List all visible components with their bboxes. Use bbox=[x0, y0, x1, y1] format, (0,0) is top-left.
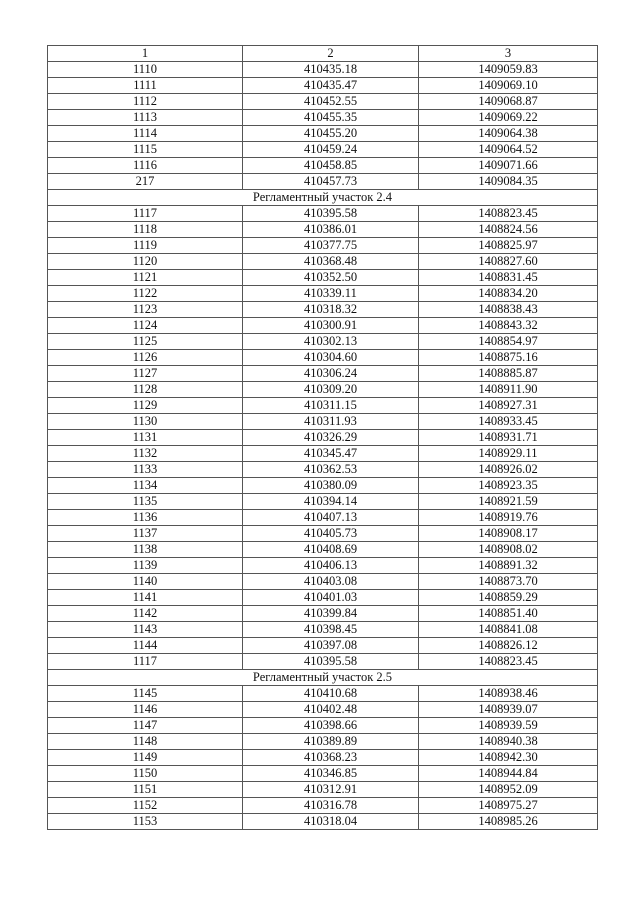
table-row bbox=[48, 574, 598, 590]
x-coordinate-cell: 410311.15 bbox=[243, 398, 419, 414]
x-coordinate-cell: 410380.09 bbox=[243, 478, 419, 494]
table-row bbox=[48, 814, 598, 830]
y-coordinate-cell: 1408825.97 bbox=[419, 238, 598, 254]
point-number-cell: 1153 bbox=[48, 814, 243, 830]
point-number-cell: 1114 bbox=[48, 126, 243, 142]
y-coordinate-cell: 1408827.60 bbox=[419, 254, 598, 270]
table-row bbox=[48, 78, 598, 94]
x-coordinate-cell: 410368.23 bbox=[243, 750, 419, 766]
x-coordinate-cell: 410377.75 bbox=[243, 238, 419, 254]
point-number-cell: 1145 bbox=[48, 686, 243, 702]
section-title: Регламентный участок 2.5 bbox=[48, 670, 598, 686]
point-number-cell: 1148 bbox=[48, 734, 243, 750]
y-coordinate-cell: 1408929.11 bbox=[419, 446, 598, 462]
point-number-cell: 1134 bbox=[48, 478, 243, 494]
x-coordinate-cell: 410395.58 bbox=[243, 206, 419, 222]
point-number-cell: 1152 bbox=[48, 798, 243, 814]
x-coordinate-cell: 410398.45 bbox=[243, 622, 419, 638]
table-row bbox=[48, 702, 598, 718]
point-number-cell: 1132 bbox=[48, 446, 243, 462]
point-number-cell: 1123 bbox=[48, 302, 243, 318]
point-number-cell: 1116 bbox=[48, 158, 243, 174]
y-coordinate-cell: 1408854.97 bbox=[419, 334, 598, 350]
point-number-cell: 1128 bbox=[48, 382, 243, 398]
table-row bbox=[48, 750, 598, 766]
table-row bbox=[48, 622, 598, 638]
y-coordinate-cell: 1408851.40 bbox=[419, 606, 598, 622]
x-coordinate-cell: 410405.73 bbox=[243, 526, 419, 542]
table-row bbox=[48, 766, 598, 782]
y-coordinate-cell: 1408939.07 bbox=[419, 702, 598, 718]
x-coordinate-cell: 410386.01 bbox=[243, 222, 419, 238]
x-coordinate-cell: 410435.47 bbox=[243, 78, 419, 94]
header-cell-3: 3 bbox=[419, 46, 598, 62]
table-row bbox=[48, 478, 598, 494]
point-number-cell: 1110 bbox=[48, 62, 243, 78]
y-coordinate-cell: 1408938.46 bbox=[419, 686, 598, 702]
table-row bbox=[48, 494, 598, 510]
x-coordinate-cell: 410435.18 bbox=[243, 62, 419, 78]
table-row bbox=[48, 62, 598, 78]
x-coordinate-cell: 410407.13 bbox=[243, 510, 419, 526]
x-coordinate-cell: 410304.60 bbox=[243, 350, 419, 366]
point-number-cell: 1151 bbox=[48, 782, 243, 798]
x-coordinate-cell: 410311.93 bbox=[243, 414, 419, 430]
table-row bbox=[48, 302, 598, 318]
y-coordinate-cell: 1408940.38 bbox=[419, 734, 598, 750]
point-number-cell: 1149 bbox=[48, 750, 243, 766]
point-number-cell: 1125 bbox=[48, 334, 243, 350]
x-coordinate-cell: 410410.68 bbox=[243, 686, 419, 702]
y-coordinate-cell: 1408841.08 bbox=[419, 622, 598, 638]
y-coordinate-cell: 1408824.56 bbox=[419, 222, 598, 238]
x-coordinate-cell: 410399.84 bbox=[243, 606, 419, 622]
y-coordinate-cell: 1408921.59 bbox=[419, 494, 598, 510]
point-number-cell: 1120 bbox=[48, 254, 243, 270]
y-coordinate-cell: 1408823.45 bbox=[419, 654, 598, 670]
point-number-cell: 1144 bbox=[48, 638, 243, 654]
y-coordinate-cell: 1408891.32 bbox=[419, 558, 598, 574]
point-number-cell: 1138 bbox=[48, 542, 243, 558]
table-row bbox=[48, 142, 598, 158]
x-coordinate-cell: 410368.48 bbox=[243, 254, 419, 270]
point-number-cell: 1126 bbox=[48, 350, 243, 366]
y-coordinate-cell: 1408885.87 bbox=[419, 366, 598, 382]
x-coordinate-cell: 410402.48 bbox=[243, 702, 419, 718]
y-coordinate-cell: 1408942.30 bbox=[419, 750, 598, 766]
point-number-cell: 217 bbox=[48, 174, 243, 190]
table-row bbox=[48, 318, 598, 334]
table-row bbox=[48, 606, 598, 622]
table-row bbox=[48, 430, 598, 446]
table-row bbox=[48, 558, 598, 574]
point-number-cell: 1142 bbox=[48, 606, 243, 622]
y-coordinate-cell: 1408831.45 bbox=[419, 270, 598, 286]
point-number-cell: 1136 bbox=[48, 510, 243, 526]
x-coordinate-cell: 410316.78 bbox=[243, 798, 419, 814]
x-coordinate-cell: 410395.58 bbox=[243, 654, 419, 670]
table-row bbox=[48, 366, 598, 382]
x-coordinate-cell: 410459.24 bbox=[243, 142, 419, 158]
table-row bbox=[48, 462, 598, 478]
point-number-cell: 1146 bbox=[48, 702, 243, 718]
y-coordinate-cell: 1408859.29 bbox=[419, 590, 598, 606]
point-number-cell: 1115 bbox=[48, 142, 243, 158]
table-row bbox=[48, 526, 598, 542]
table-row bbox=[48, 238, 598, 254]
x-coordinate-cell: 410302.13 bbox=[243, 334, 419, 350]
y-coordinate-cell: 1408838.43 bbox=[419, 302, 598, 318]
x-coordinate-cell: 410326.29 bbox=[243, 430, 419, 446]
y-coordinate-cell: 1408911.90 bbox=[419, 382, 598, 398]
x-coordinate-cell: 410455.35 bbox=[243, 110, 419, 126]
point-number-cell: 1113 bbox=[48, 110, 243, 126]
y-coordinate-cell: 1408926.02 bbox=[419, 462, 598, 478]
table-row bbox=[48, 350, 598, 366]
x-coordinate-cell: 410345.47 bbox=[243, 446, 419, 462]
table-row bbox=[48, 158, 598, 174]
y-coordinate-cell: 1408939.59 bbox=[419, 718, 598, 734]
point-number-cell: 1150 bbox=[48, 766, 243, 782]
point-number-cell: 1117 bbox=[48, 654, 243, 670]
table-row bbox=[48, 446, 598, 462]
point-number-cell: 1117 bbox=[48, 206, 243, 222]
y-coordinate-cell: 1408875.16 bbox=[419, 350, 598, 366]
y-coordinate-cell: 1408873.70 bbox=[419, 574, 598, 590]
x-coordinate-cell: 410346.85 bbox=[243, 766, 419, 782]
table-row bbox=[48, 686, 598, 702]
table-row bbox=[48, 510, 598, 526]
y-coordinate-cell: 1408908.02 bbox=[419, 542, 598, 558]
y-coordinate-cell: 1409069.10 bbox=[419, 78, 598, 94]
point-number-cell: 1130 bbox=[48, 414, 243, 430]
y-coordinate-cell: 1408923.35 bbox=[419, 478, 598, 494]
y-coordinate-cell: 1408931.71 bbox=[419, 430, 598, 446]
x-coordinate-cell: 410306.24 bbox=[243, 366, 419, 382]
x-coordinate-cell: 410458.85 bbox=[243, 158, 419, 174]
point-number-cell: 1118 bbox=[48, 222, 243, 238]
coordinates-table-body bbox=[48, 46, 598, 830]
y-coordinate-cell: 1408944.84 bbox=[419, 766, 598, 782]
coordinates-table bbox=[47, 45, 598, 830]
table-row bbox=[48, 590, 598, 606]
table-row bbox=[48, 542, 598, 558]
y-coordinate-cell: 1409071.66 bbox=[419, 158, 598, 174]
y-coordinate-cell: 1409059.83 bbox=[419, 62, 598, 78]
y-coordinate-cell: 1408826.12 bbox=[419, 638, 598, 654]
point-number-cell: 1127 bbox=[48, 366, 243, 382]
y-coordinate-cell: 1408823.45 bbox=[419, 206, 598, 222]
point-number-cell: 1111 bbox=[48, 78, 243, 94]
point-number-cell: 1139 bbox=[48, 558, 243, 574]
point-number-cell: 1122 bbox=[48, 286, 243, 302]
table-row bbox=[48, 638, 598, 654]
point-number-cell: 1129 bbox=[48, 398, 243, 414]
point-number-cell: 1135 bbox=[48, 494, 243, 510]
x-coordinate-cell: 410406.13 bbox=[243, 558, 419, 574]
y-coordinate-cell: 1408985.26 bbox=[419, 814, 598, 830]
table-row bbox=[48, 126, 598, 142]
point-number-cell: 1131 bbox=[48, 430, 243, 446]
x-coordinate-cell: 410457.73 bbox=[243, 174, 419, 190]
point-number-cell: 1143 bbox=[48, 622, 243, 638]
point-number-cell: 1137 bbox=[48, 526, 243, 542]
point-number-cell: 1121 bbox=[48, 270, 243, 286]
x-coordinate-cell: 410408.69 bbox=[243, 542, 419, 558]
table-row bbox=[48, 398, 598, 414]
x-coordinate-cell: 410394.14 bbox=[243, 494, 419, 510]
header-row bbox=[48, 46, 598, 62]
point-number-cell: 1133 bbox=[48, 462, 243, 478]
y-coordinate-cell: 1408933.45 bbox=[419, 414, 598, 430]
table-row bbox=[48, 734, 598, 750]
x-coordinate-cell: 410309.20 bbox=[243, 382, 419, 398]
header-cell-2: 2 bbox=[243, 46, 419, 62]
y-coordinate-cell: 1408834.20 bbox=[419, 286, 598, 302]
x-coordinate-cell: 410401.03 bbox=[243, 590, 419, 606]
y-coordinate-cell: 1408952.09 bbox=[419, 782, 598, 798]
y-coordinate-cell: 1409084.35 bbox=[419, 174, 598, 190]
x-coordinate-cell: 410452.55 bbox=[243, 94, 419, 110]
point-number-cell: 1119 bbox=[48, 238, 243, 254]
table-row bbox=[48, 718, 598, 734]
y-coordinate-cell: 1408908.17 bbox=[419, 526, 598, 542]
x-coordinate-cell: 410455.20 bbox=[243, 126, 419, 142]
table-row bbox=[48, 206, 598, 222]
table-row bbox=[48, 286, 598, 302]
point-number-cell: 1140 bbox=[48, 574, 243, 590]
x-coordinate-cell: 410362.53 bbox=[243, 462, 419, 478]
y-coordinate-cell: 1409064.52 bbox=[419, 142, 598, 158]
x-coordinate-cell: 410403.08 bbox=[243, 574, 419, 590]
table-row bbox=[48, 270, 598, 286]
point-number-cell: 1124 bbox=[48, 318, 243, 334]
y-coordinate-cell: 1408843.32 bbox=[419, 318, 598, 334]
table-row bbox=[48, 254, 598, 270]
section-title-row bbox=[48, 190, 598, 206]
y-coordinate-cell: 1409069.22 bbox=[419, 110, 598, 126]
x-coordinate-cell: 410300.91 bbox=[243, 318, 419, 334]
x-coordinate-cell: 410312.91 bbox=[243, 782, 419, 798]
table-row bbox=[48, 174, 598, 190]
section-title: Регламентный участок 2.4 bbox=[48, 190, 598, 206]
y-coordinate-cell: 1408927.31 bbox=[419, 398, 598, 414]
point-number-cell: 1112 bbox=[48, 94, 243, 110]
table-row bbox=[48, 334, 598, 350]
x-coordinate-cell: 410339.11 bbox=[243, 286, 419, 302]
point-number-cell: 1141 bbox=[48, 590, 243, 606]
x-coordinate-cell: 410318.04 bbox=[243, 814, 419, 830]
header-cell-1: 1 bbox=[48, 46, 243, 62]
table-row bbox=[48, 798, 598, 814]
table-row bbox=[48, 414, 598, 430]
table-row bbox=[48, 382, 598, 398]
y-coordinate-cell: 1409064.38 bbox=[419, 126, 598, 142]
point-number-cell: 1147 bbox=[48, 718, 243, 734]
table-row bbox=[48, 94, 598, 110]
table-row bbox=[48, 782, 598, 798]
table-row bbox=[48, 222, 598, 238]
x-coordinate-cell: 410389.89 bbox=[243, 734, 419, 750]
y-coordinate-cell: 1408975.27 bbox=[419, 798, 598, 814]
y-coordinate-cell: 1408919.76 bbox=[419, 510, 598, 526]
section-title-row bbox=[48, 670, 598, 686]
x-coordinate-cell: 410352.50 bbox=[243, 270, 419, 286]
x-coordinate-cell: 410397.08 bbox=[243, 638, 419, 654]
x-coordinate-cell: 410318.32 bbox=[243, 302, 419, 318]
table-row bbox=[48, 110, 598, 126]
x-coordinate-cell: 410398.66 bbox=[243, 718, 419, 734]
table-row bbox=[48, 654, 598, 670]
y-coordinate-cell: 1409068.87 bbox=[419, 94, 598, 110]
